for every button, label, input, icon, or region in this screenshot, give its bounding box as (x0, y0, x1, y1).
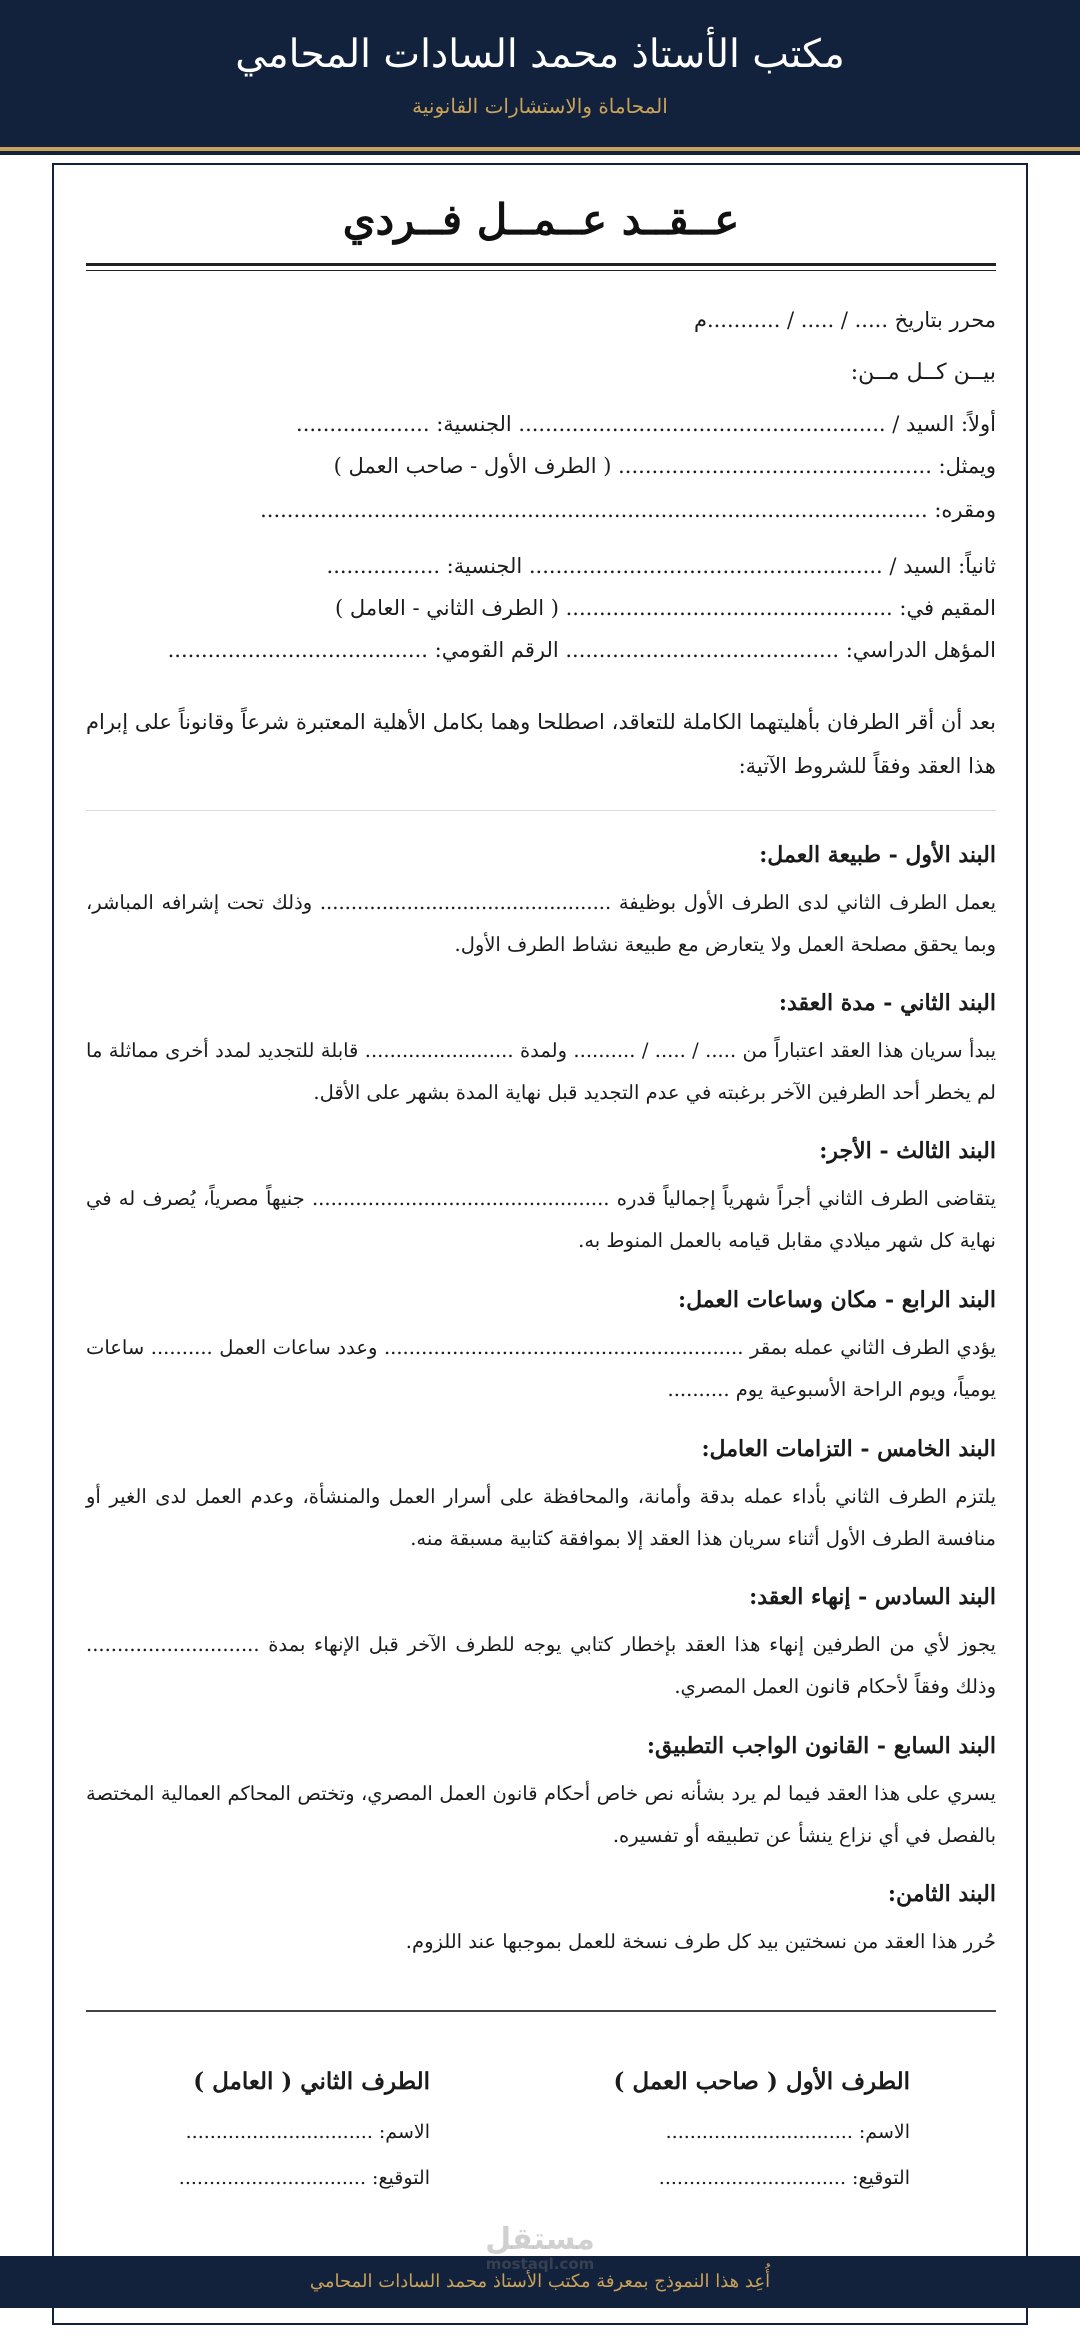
signature-divider (86, 2010, 996, 2012)
second-party-line-1: ثانياً: السيد / ..................................................... الجنسية: ................. (326, 554, 996, 578)
office-subtitle: المحاماة والاستشارات القانونية (412, 94, 668, 118)
between-label: بيــن كــل مــن: (850, 360, 996, 385)
watermark-site: mostaql.com (485, 2255, 595, 2273)
clause-7-body: يسري على هذا العقد فيما لم يرد بشأنه نص خاص أحكام قانون العمل المصري، وتختص المحاكم العمالية المختصة بالفصل في أي نزاع ينشأ عن تطبيقه أو تفسيره. (86, 1782, 996, 1847)
header-gold-rule (0, 147, 1080, 151)
second-party-heading: الطرف الثاني ( العامل ) (193, 2068, 430, 2095)
clause-2-title: البند الثاني - مدة العقد: (778, 990, 996, 1016)
office-title: مكتب الأستاذ محمد السادات المحامي (235, 32, 845, 77)
clause-1-body: يعمل الطرف الثاني لدى الطرف الأول بوظيفة ............................................... وذلك تحت إشرافه المباشر، وبما يحقق مصلحة العمل ولا يتعارض مع طبيعة نشاط الطرف الأول. (86, 891, 996, 956)
clause-4-title: البند الرابع - مكان وساعات العمل: (678, 1287, 996, 1313)
first-party-signature-block (580, 2068, 910, 2213)
first-party-line-1: أولاً: السيد / ....................................................... الجنسية: .................... (296, 412, 996, 436)
clause-5-title: البند الخامس - التزامات العامل: (701, 1436, 996, 1462)
clause-7-title: البند السابع - القانون الواجب التطبيق: (646, 1733, 996, 1759)
clause-5-body: يلتزم الطرف الثاني بأداء عمله بدقة وأمانة، والمحافظة على أسرار العمل والمنشأة، وعدم العمل لدى الغير أو منافسة الطرف الأول أثناء سريان هذا العقد إلا بموافقة كتابية مسبقة منه. (86, 1485, 996, 1550)
clause-1-title: البند الأول - طبيعة العمل: (759, 842, 996, 868)
clause-8-title: البند الثامن: (887, 1881, 996, 1907)
preamble-paragraph: بعد أن أقر الطرفان بأهليتهما الكاملة للتعاقد، اصطلحا وهما بكامل الأهلية المعتبرة شرعاً وقانوناً على إبرام هذا العقد وفقاً للشروط الآتية: (86, 710, 996, 778)
first-party-heading: الطرف الأول ( صاحب العمل ) (613, 2068, 910, 2095)
first-party-name-field: الاسم: ............................... (665, 2121, 910, 2143)
clause-4-body: يؤدي الطرف الثاني عمله بمقر .......................................................... وعدد ساعات العمل .......... ساعات يومياً، ويوم الراحة الأسبوعية يوم .......... (86, 1336, 996, 1401)
date-line: محرر بتاريخ ..... / ..... / ...........م (693, 308, 996, 332)
first-party-line-3: ومقره: .................................................................................................... (260, 498, 996, 522)
second-party-signature-field: التوقيع: ............................... (178, 2167, 430, 2189)
second-party-line-2: المقيم في: ................................................. ( الطرف الثاني - العامل ) (335, 596, 996, 620)
first-party-line-2: ويمثل: ............................................... ( الطرف الأول - صاحب العمل ) (333, 454, 996, 478)
second-party-signature-block (100, 2068, 430, 2213)
clause-6-body: يجوز لأي من الطرفين إنهاء هذا العقد بإخطار كتابي يوجه للطرف الآخر قبل الإنهاء بمدة ............................ وذلك وفقاً لأحكام قانون العمل المصري. (86, 1633, 996, 1698)
second-party-line-3: المؤهل الدراسي: ......................................... الرقم القومي: ....................................... (167, 638, 996, 662)
title-double-rule (86, 263, 996, 271)
office-header (0, 0, 1080, 155)
clause-2-body: يبدأ سريان هذا العقد اعتباراً من ..... / ..... / .......... ولمدة ........................ قابلة للتجديد لمدد أخرى مماثلة ما لم يخطر أحد الطرفين الآخر برغبته في عدم التجديد قبل نهاية المدة بشهر على الأقل. (86, 1039, 996, 1104)
clause-3-title: البند الثالث - الأجر: (819, 1138, 996, 1164)
section-divider (86, 810, 996, 811)
clause-6-title: البند السادس - إنهاء العقد: (749, 1584, 996, 1610)
mostaql-watermark-logo: مستقل mostaql.com (440, 2222, 640, 2273)
second-party-name-field: الاسم: ............................... (185, 2121, 430, 2143)
clause-3-body: يتقاضى الطرف الثاني أجراً شهرياً إجمالياً قدره ................................................ جنيهاً مصرياً، يُصرف له في نهاية كل شهر ميلادي مقابل قيامه بالعمل المنوط به. (86, 1187, 996, 1252)
first-party-signature-field: التوقيع: ............................... (658, 2167, 910, 2189)
contract-title: عــقــد عــمــل فــردي (342, 195, 740, 244)
clause-8-body: حُرر هذا العقد من نسختين بيد كل طرف نسخة للعمل بموجبها عند اللزوم. (405, 1930, 996, 1953)
footer-text: أُعِد هذا النموذج بمعرفة مكتب الأستاذ محمد السادات المحامي (309, 2271, 771, 2292)
